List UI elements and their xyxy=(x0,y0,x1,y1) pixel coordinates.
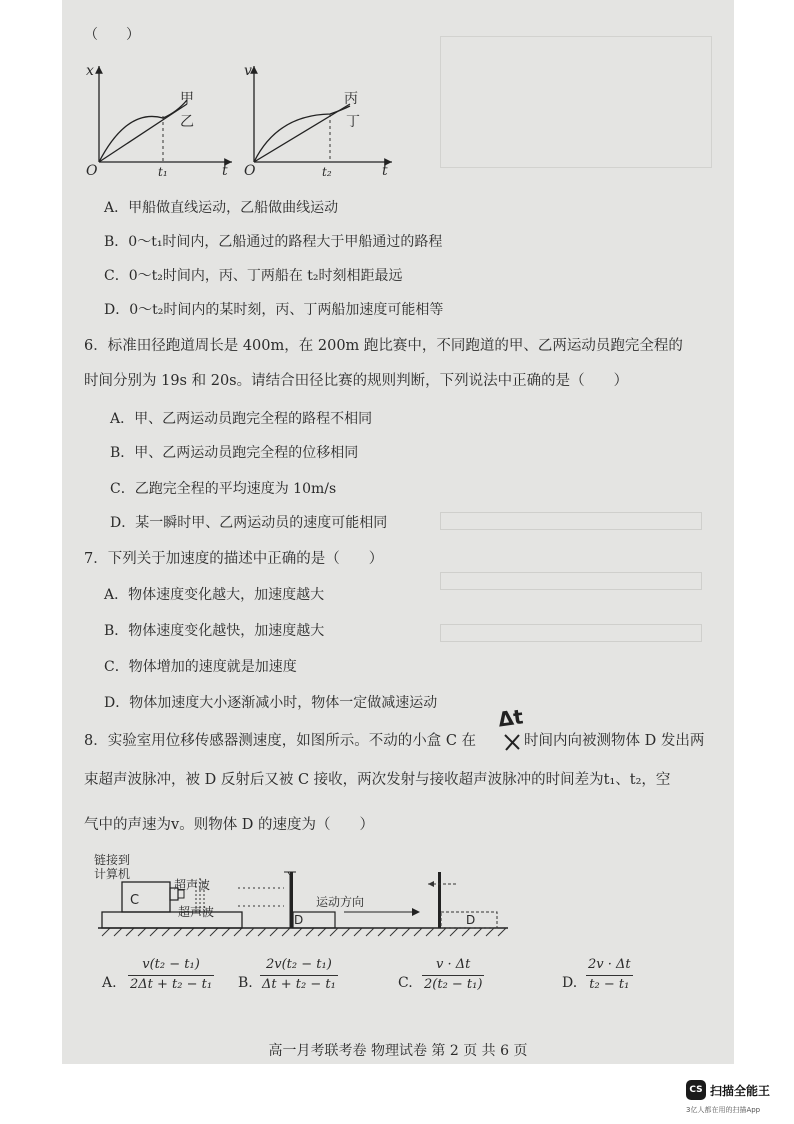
graph1-curve-upper-label: 甲 xyxy=(180,91,194,107)
diagram-link-line2: 计算机 xyxy=(94,867,131,881)
diagram-wave-top-label: 超声波 xyxy=(174,878,211,892)
q6-option-c: C．乙跑完全程的平均速度为 10m/s xyxy=(110,481,337,497)
fraction-numerator: v · Δt xyxy=(436,957,471,972)
q6-option-b: B．甲、乙两运动员跑完全程的位移相同 xyxy=(110,445,359,461)
graph2-curve-upper-label: 丙 xyxy=(344,91,358,107)
graph2-tick-t2: t₂ xyxy=(322,165,332,179)
graph2-curve-lower-label: 丁 xyxy=(346,114,360,130)
graph1-tick-t1: t₁ xyxy=(158,165,168,179)
fraction-numerator: 2v(t₂ − t₁) xyxy=(266,957,332,972)
q8-option-d-label: D. xyxy=(562,975,578,991)
fraction-numerator: 2v · Δt xyxy=(588,957,631,972)
diagram-link-line1: 链接到 xyxy=(94,853,131,867)
strikeout-mark xyxy=(502,732,522,752)
graph1-curve-lower-label: 乙 xyxy=(180,114,194,130)
diagram-box-d-label: D xyxy=(294,913,304,927)
q7-option-a: A．物体速度变化越大，加速度越大 xyxy=(104,587,325,603)
bleed-through-tape xyxy=(440,572,702,590)
fraction-denominator: Δt + t₂ − t₁ xyxy=(262,976,336,992)
graph2-y-label: v xyxy=(244,63,252,79)
q6-option-d: D．某一瞬时甲、乙两运动员的速度可能相同 xyxy=(110,515,388,531)
q5-option-c: C．0～t₂时间内，丙、丁两船在 t₂时刻相距最远 xyxy=(104,268,403,284)
q5-option-d: D．0～t₂时间内的某时刻，丙、丁两船加速度可能相等 xyxy=(104,302,444,318)
graph1-y-label: x xyxy=(86,63,94,79)
graph1-origin: O xyxy=(86,163,98,179)
q5-option-b: B．0～t₁时间内，乙船通过的路程大于甲船通过的路程 xyxy=(104,234,443,250)
q8-option-c-label: C. xyxy=(398,975,413,991)
fraction-denominator: t₂ − t₁ xyxy=(589,976,630,992)
q7-option-c: C．物体增加的速度就是加速度 xyxy=(104,659,297,675)
diagram-box-c-label: C xyxy=(130,893,140,908)
graph2-origin: O xyxy=(244,163,256,179)
bleed-through-tape xyxy=(440,512,702,530)
q8-option-d-fraction xyxy=(586,958,633,993)
q7-stem: 7．下列关于加速度的描述中正确的是（ ） xyxy=(84,551,384,567)
q6-option-a: A．甲、乙两运动员跑完全程的路程不相同 xyxy=(110,411,373,427)
handwritten-delta-t: Δt xyxy=(496,704,525,732)
fraction-denominator: 2(t₂ − t₁) xyxy=(424,976,483,992)
graph2-x-label: t xyxy=(382,163,388,179)
bleed-through-ruler xyxy=(440,36,712,168)
q7-option-d: D．物体加速度大小逐渐减小时，物体一定做减速运动 xyxy=(104,695,438,711)
bleed-through-tape xyxy=(440,624,702,642)
watermark-tagline: 3亿人都在用的扫描App xyxy=(686,1106,761,1114)
q5-option-a: A．甲船做直线运动，乙船做曲线运动 xyxy=(104,200,339,216)
q8-stem-line2: 束超声波脉冲，被 D 反射后又被 C 接收，两次发射与接收超声波脉冲的时间差为t₁、t₂，空 xyxy=(84,772,671,788)
q6-stem-line2: 时间分别为 19s 和 20s。请结合田径比赛的规则判断，下列说法中正确的是（ ） xyxy=(84,373,629,389)
q8-stem-line1-b: 时间内向被测物体 D 发出两 xyxy=(524,733,705,749)
diagram-box-d-ghost-label: D xyxy=(466,913,476,927)
fraction-denominator: 2Δt + t₂ − t₁ xyxy=(130,976,213,992)
q8-option-b-label: B. xyxy=(238,975,253,991)
q8-option-a-fraction xyxy=(128,958,214,993)
graph1-x-label: t xyxy=(222,163,228,179)
page-footer: 高一月考联考卷 物理试卷 第 2 页 共 6 页 xyxy=(268,1043,528,1059)
diagram-motion-label: 运动方向 xyxy=(316,895,365,909)
watermark-app-name: 扫描全能王 xyxy=(710,1084,771,1098)
q8-option-b-fraction xyxy=(260,958,338,993)
q8-option-c-fraction xyxy=(422,958,484,993)
fraction-numerator: v(t₂ − t₁) xyxy=(142,957,200,972)
q8-sensor-diagram xyxy=(98,866,518,942)
exam-page xyxy=(62,0,734,1064)
camscanner-logo-icon: CS xyxy=(686,1080,706,1100)
q8-stem-line1-a: 8．实验室用位移传感器测速度，如图所示。不动的小盒 C 在 xyxy=(84,733,477,749)
diagram-wave-bottom-label: 超声波 xyxy=(178,905,215,919)
q7-option-b: B．物体速度变化越快，加速度越大 xyxy=(104,623,325,639)
q5-answer-bracket: （ ） xyxy=(84,27,140,43)
q6-stem-line1: 6．标准田径跑道周长是 400m，在 200m 跑比赛中，不同跑道的甲、乙两运动员跑完全程的 xyxy=(84,338,683,354)
q8-stem-line3: 气中的声速为v。则物体 D 的速度为（ ） xyxy=(84,817,375,833)
q8-option-a-label: A. xyxy=(102,975,117,991)
